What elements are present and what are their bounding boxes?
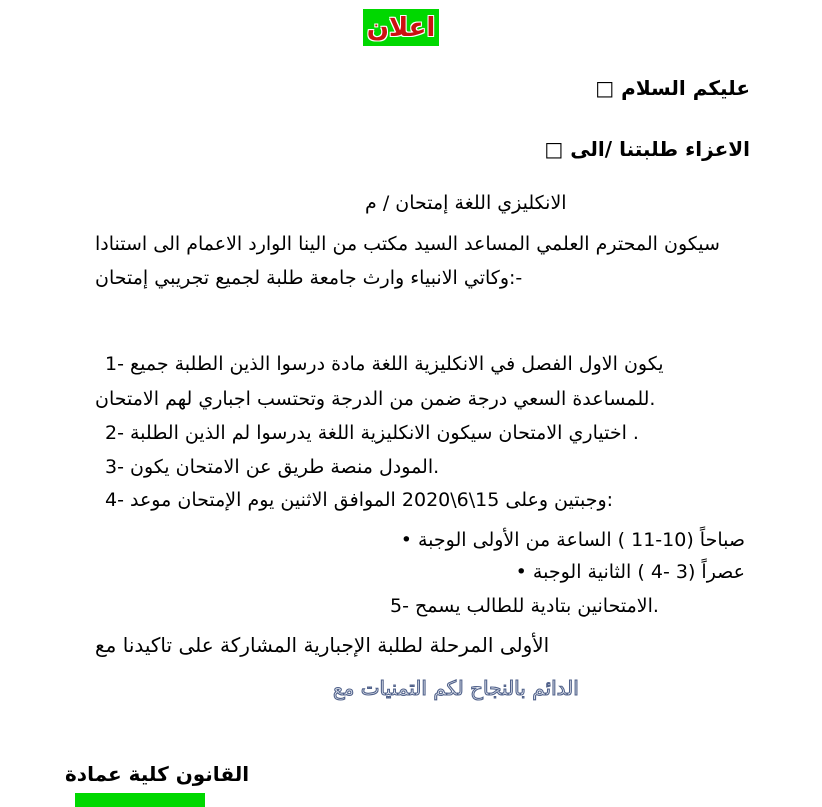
bullet-item-2: • الوجبة الثانية ( 4- 3) عصراً [515,561,745,583]
announcement-banner [363,9,439,46]
greeting-line: □ السلام عليكم [595,76,750,100]
list-item-5: 5- يسمح للطالب بتادية الامتحانين. [390,595,659,617]
list-item-3: 3- يكون الامتحان عن طريق منصة المودل. [105,456,440,478]
addressee-line: □ الى/ طلبتنا الاعزاء [544,137,750,161]
list-item-1-line-1: 1- جميع الطلبة الذين درسوا مادة اللغة الانكليزية في الفصل الاول يكون [105,353,664,375]
banner-title: اعلان [366,12,436,43]
bullet-item-1: • الوجبة الأولى من الساعة ( 11-10) صباحاً [400,529,745,551]
signature-line: عمادة كلية القانون [65,762,250,786]
emphasis-line: مع تاكيدنا على المشاركة الإجبارية لطلبة المرحلة الأولى [95,633,550,657]
intro-line-2: إمتحان تجريبي لجميع طلبة جامعة وارث الانبياء وكاتي:- [95,267,523,289]
subject-line: م / إمتحان اللغة الانكليزي [365,192,567,214]
wishes-line: مع التمنيات لكم بالنجاح الدائم [333,676,579,700]
list-item-1-line-2: الامتحان لهم اجباري وتحتسب الدرجة من ضمن درجة السعي للمساعدة. [95,388,656,410]
highlight-strip [75,793,205,807]
intro-line-1: استنادا الى الاعمام الوارد الينا من مكتب السيد المساعد العلمي المحترم سيكون [95,233,720,255]
list-item-4: 4- موعد الإمتحان يوم الاثنين الموافق 2020\6\15 وعلى وجبتين: [105,489,614,511]
list-item-2: 2- الطلبة الذين لم يدرسوا اللغة الانكليزية سيكون الامتحان اختياري . [105,422,639,444]
